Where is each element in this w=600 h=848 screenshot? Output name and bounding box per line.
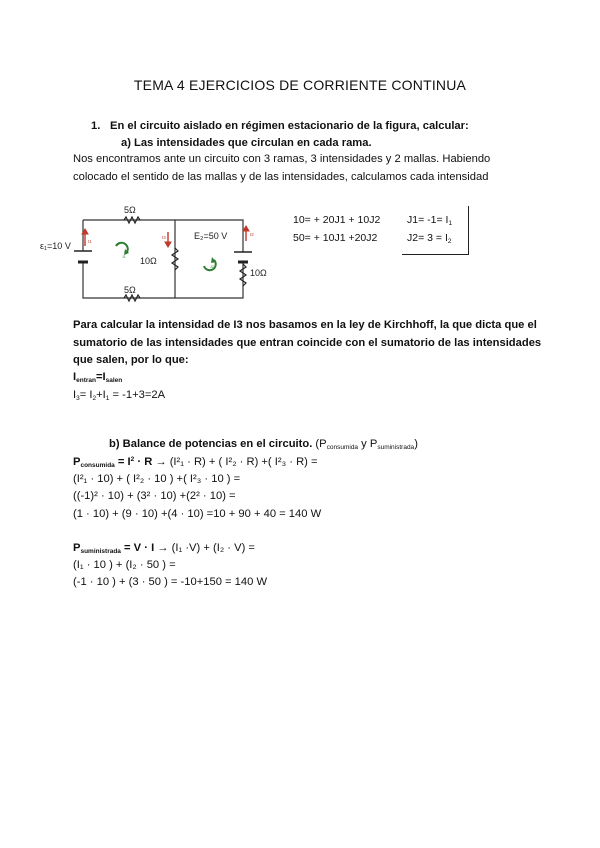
i3-arrowhead xyxy=(165,242,171,247)
page-title: TEMA 4 EJERCICIOS DE CORRIENTE CONTINUA xyxy=(133,77,467,93)
psuministrada-line-3: (-1 · 10 ) + (3 · 50 ) = -10+150 = 140 W xyxy=(73,576,268,588)
label-mesh1: J1 xyxy=(122,255,126,259)
mesh-equation-1: 10= + 20J1 + 10J2 xyxy=(293,214,381,226)
result-j2: J2= 3 = I2 xyxy=(407,232,452,245)
label-e2: E₂=50 V xyxy=(194,231,228,241)
mesh-equation-2: 50= + 10J1 +20J2 xyxy=(293,232,378,244)
psuministrada-line-2: (I₁ · 10 ) + (I₂ · 50 ) = xyxy=(73,559,176,571)
question-number: 1. xyxy=(91,120,101,132)
label-r-top: 5Ω xyxy=(124,205,136,215)
label-i2: I2 xyxy=(250,232,254,237)
intro-line-1: Nos encontramos ante un circuito con 3 ramas, 3 intensidades y 2 mallas. Habiendo xyxy=(73,153,491,165)
label-r-bottom: 5Ω xyxy=(124,285,136,295)
psuministrada-line-1: Psuministrada = V · I → (I₁ ·V) + (I₂ · V) = xyxy=(73,542,255,555)
i2-arrowhead xyxy=(243,226,249,231)
intro-line-2: colocado el sentido de las mallas y de las intensidades, calculamos cada intensidad xyxy=(73,171,489,183)
part-a-heading: a) Las intensidades que circulan en cada rama. xyxy=(121,137,372,149)
right-wire-bottom xyxy=(175,262,243,298)
label-i1: I1 xyxy=(88,239,92,244)
part-b-heading: b) Balance de potencias en el circuito. (Pconsumida y Psuministrada) xyxy=(109,438,418,451)
kirchhoff-line-3: que salen, por lo que: xyxy=(73,354,189,366)
question-statement: En el circuito aislado en régimen estacionario de la figura, calcular: xyxy=(110,120,469,132)
pconsumida-line-1: Pconsumida = $I^2 \cdot R \to (I^2_1 \cdot R)$ + ( I²₂ · R) +( I²₃ · R) = xyxy=(73,456,318,469)
pconsumida-line-2: (I²₁ · 10) + ( I²₂ · 10 ) +( I²₃ · 10 ) = xyxy=(73,473,241,485)
pconsumida-line-4: (1 · 10) + (9 · 10) +(4 · 10) =10 + 90 + 40 = 140 W xyxy=(73,508,322,520)
i3-calculation: I3= I2+I1 = -1+3=2A xyxy=(73,389,166,402)
label-e1: ε₁=10 V xyxy=(40,241,71,251)
pconsumida-line-3: ((-1)² · 10) + (3² · 10) +(2² · 10) = xyxy=(73,490,236,502)
label-i3: I3 xyxy=(162,235,166,240)
kirchhoff-line-1: Para calcular la intensidad de I3 nos basamos en la ley de Kirchhoff, la que dicta que el xyxy=(73,319,537,331)
result-j1: J1= -1= I1 xyxy=(407,214,453,227)
kirchhoff-line-2: sumatorio de las intensidades que entran coincide con el sumatorio de las intensidades xyxy=(73,337,542,349)
label-r-right: 10Ω xyxy=(250,268,267,278)
label-mesh2: J2 xyxy=(210,265,214,269)
label-r-middle: 10Ω xyxy=(140,256,157,266)
kirchhoff-law: Ientran=Isalen xyxy=(73,371,123,384)
circuit-diagram xyxy=(38,196,278,306)
